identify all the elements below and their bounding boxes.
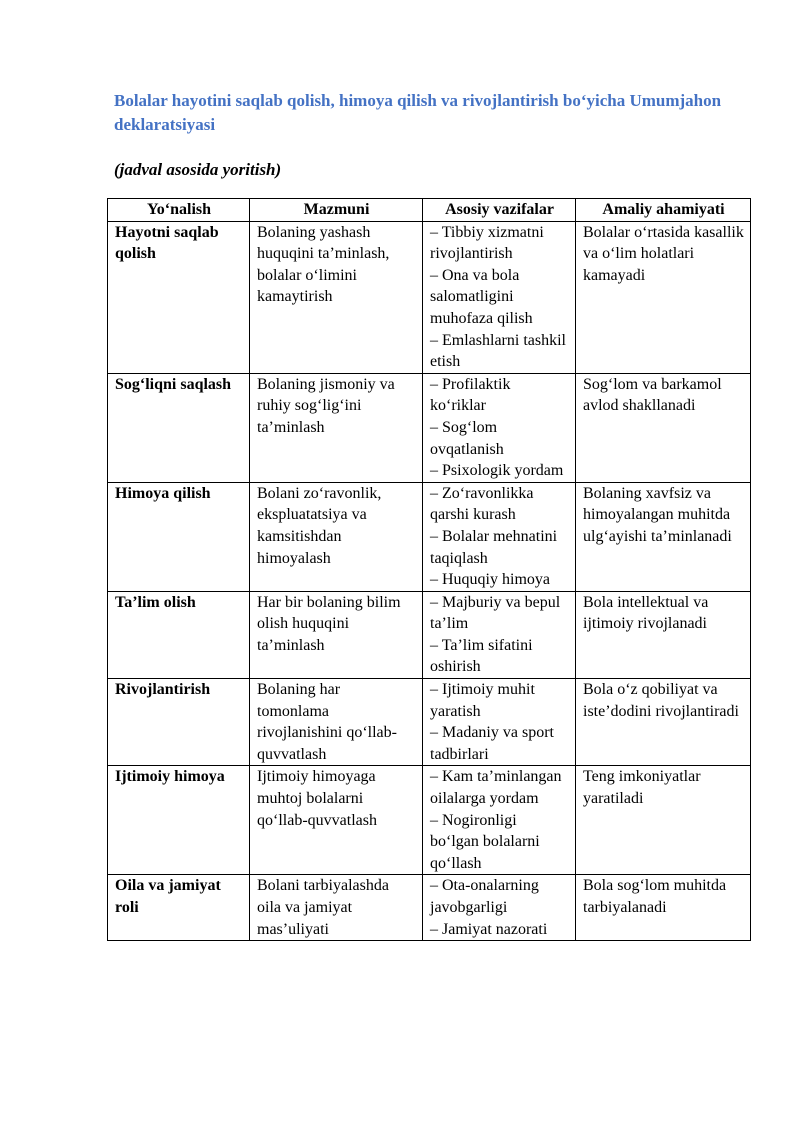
row-significance bbox=[576, 482, 751, 591]
row-significance bbox=[576, 373, 751, 482]
row-tasks bbox=[423, 221, 576, 373]
cell-text: Bolaning xavfsiz va himoyalangan muhitda ulg‘ayishi ta’minlanadi bbox=[583, 484, 732, 545]
cell-text: – Ijtimoiy muhit yaratish – Madaniy va sport tadbirlari bbox=[430, 681, 554, 763]
cell-text: Bola sog‘lom muhitda tarbiyalanadi bbox=[583, 877, 727, 916]
row-tasks bbox=[423, 766, 576, 875]
row-tasks bbox=[423, 875, 576, 941]
cell-text: Bola o‘z qobiliyat va iste’dodini rivojlantiradi bbox=[583, 681, 739, 720]
cell-text: Bolani zo‘ravonlik, ekspluatatsiya va kamsitishdan himoyalash bbox=[257, 484, 382, 567]
header-tasks: Asosiy vazifalar bbox=[423, 199, 576, 222]
cell-text: Hayotni saqlab qolish bbox=[115, 223, 219, 263]
row-significance bbox=[576, 591, 751, 678]
row-significance bbox=[576, 679, 751, 766]
cell-text: Bolalar o‘rtasida kasallik va o‘lim holatlari kamayadi bbox=[583, 223, 744, 284]
row-content bbox=[250, 482, 423, 591]
row-direction bbox=[108, 591, 250, 678]
cell-text: – Ota-onalarning javobgarligi – Jamiyat nazorati bbox=[430, 877, 548, 938]
row-content bbox=[250, 591, 423, 678]
row-significance bbox=[576, 875, 751, 941]
header-content: Mazmuni bbox=[250, 199, 423, 222]
row-tasks bbox=[423, 373, 576, 482]
declaration-table bbox=[107, 198, 751, 941]
cell-text: Himoya qilish bbox=[115, 484, 211, 502]
row-content bbox=[250, 221, 423, 373]
document-subtitle: (jadval asosida yoritish) bbox=[114, 160, 282, 179]
cell-text: Ijtimoiy himoyaga muhtoj bolalarni qo‘llab-quvvatlash bbox=[257, 768, 377, 829]
row-direction bbox=[108, 221, 250, 373]
cell-text: – Profilaktik ko‘riklar – Sog‘lom ovqatlanish – Psixologik yordam bbox=[430, 375, 564, 480]
row-tasks bbox=[423, 591, 576, 678]
cell-text: Sog‘lom va barkamol avlod shakllanadi bbox=[583, 375, 722, 415]
cell-text: Sog‘liqni saqlash bbox=[115, 375, 232, 393]
row-direction bbox=[108, 766, 250, 875]
cell-text: – Tibbiy xizmatni rivojlantirish – Ona va bola salomatligini muhofaza qilish – Emlashlarni tashkil etish bbox=[430, 223, 566, 371]
cell-text: Har bir bolaning bilim olish huquqini ta’minlash bbox=[257, 593, 401, 654]
cell-text: Oila va jamiyat roli bbox=[115, 877, 221, 916]
header-significance: Amaliy ahamiyati bbox=[576, 199, 751, 222]
cell-text: Bolani tarbiyalashda oila va jamiyat mas’uliyati bbox=[257, 877, 389, 938]
header-direction: Yo‘nalish bbox=[108, 199, 250, 222]
table-row bbox=[108, 766, 751, 875]
row-content bbox=[250, 373, 423, 482]
document-title: Bolalar hayotini saqlab qolish, himoya qilish va rivojlantirish bo‘yicha Umumjahon deklaratsiyasi bbox=[114, 91, 722, 134]
row-content bbox=[250, 679, 423, 766]
row-direction bbox=[108, 373, 250, 482]
cell-text: – Zo‘ravonlikka qarshi kurash – Bolalar mehnatini taqiqlash – Huquqiy himoya bbox=[430, 484, 558, 589]
table-row bbox=[108, 679, 751, 766]
cell-text: Teng imkoniyatlar yaratiladi bbox=[583, 768, 701, 808]
row-significance bbox=[576, 221, 751, 373]
cell-text: Bolaning yashash huquqini ta’minlash, bolalar o‘limini kamaytirish bbox=[257, 223, 390, 306]
cell-text: – Majburiy va bepul ta’lim – Ta’lim sifatini oshirish bbox=[430, 593, 561, 676]
table-row bbox=[108, 591, 751, 678]
row-direction bbox=[108, 482, 250, 591]
cell-text: Ijtimoiy himoya bbox=[115, 768, 225, 786]
cell-text: Bola intellektual va ijtimoiy rivojlanadi bbox=[583, 593, 709, 633]
table-row bbox=[108, 482, 751, 591]
cell-text: Bolaning jismoniy va ruhiy sog‘lig‘ini ta’minlash bbox=[257, 375, 395, 436]
cell-text: Bolaning har tomonlama rivojlanishini qo‘llab-quvvatlash bbox=[257, 681, 397, 763]
table-header-row bbox=[108, 199, 751, 222]
row-direction bbox=[108, 875, 250, 941]
row-direction bbox=[108, 679, 250, 766]
table-row bbox=[108, 373, 751, 482]
table-row bbox=[108, 221, 751, 373]
row-tasks bbox=[423, 482, 576, 591]
row-tasks bbox=[423, 679, 576, 766]
row-content bbox=[250, 875, 423, 941]
cell-text: – Kam ta’minlangan oilalarga yordam – Nogironligi bo‘lgan bolalarni qo‘llash bbox=[430, 768, 562, 872]
row-content bbox=[250, 766, 423, 875]
cell-text: Rivojlantirish bbox=[115, 681, 211, 699]
row-significance bbox=[576, 766, 751, 875]
cell-text: Ta’lim olish bbox=[115, 593, 196, 611]
table-row bbox=[108, 875, 751, 941]
